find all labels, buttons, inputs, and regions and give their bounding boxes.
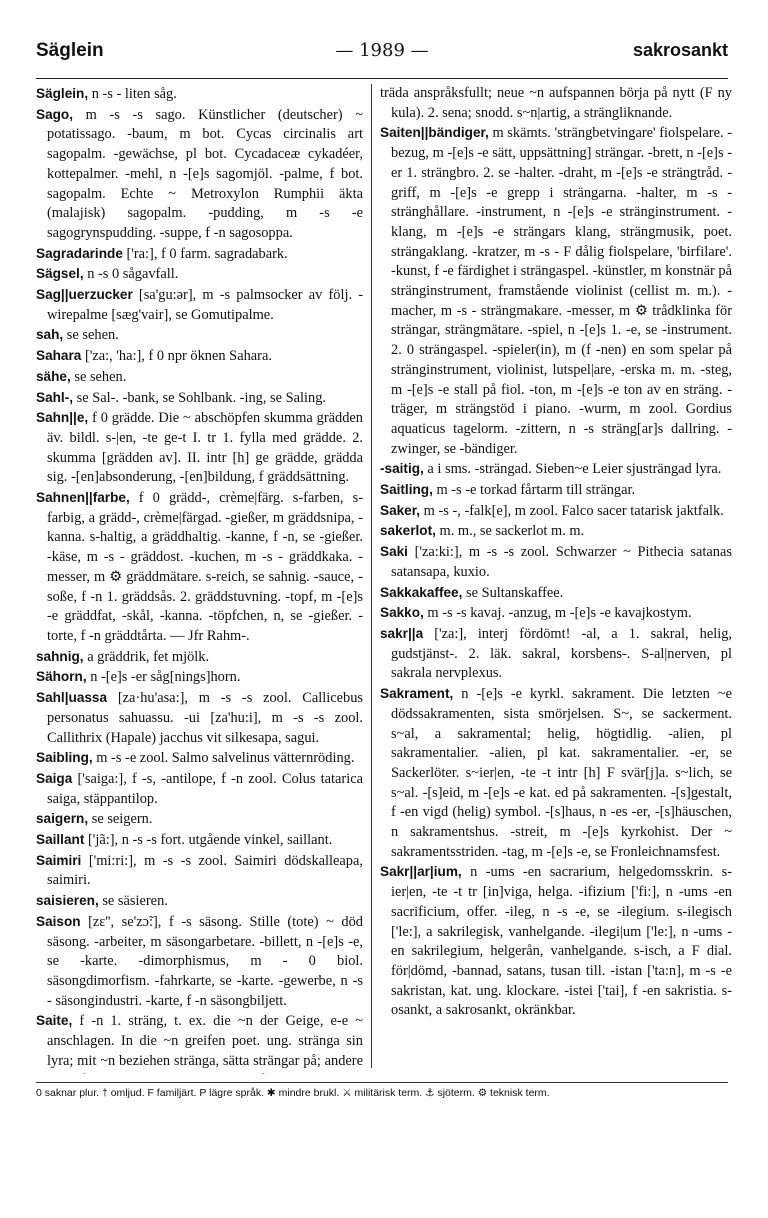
- entry-definition: n -s - liten såg.: [88, 86, 177, 102]
- dictionary-entry: [380, 501, 732, 522]
- entry-definition: [sa'gu:ər], m -s palmsocker av följ. -wirepalme [sæg'vair], se Gomutipalme.: [47, 287, 363, 323]
- entry-headword: Saiten||bändiger,: [380, 125, 489, 141]
- dictionary-entry: [36, 84, 363, 105]
- entry-definition: ['ra:], f 0 farm. sagradabark.: [122, 245, 288, 262]
- dictionary-entry: [36, 488, 363, 647]
- dictionary-entry: [380, 84, 732, 123]
- entry-definition: träda anspråksfullt; neue ~n aufspannen börja på nytt (F ny kula). 2. sena; snodd. s~n|artig, a strängliknande.: [380, 85, 732, 121]
- right-column: [380, 84, 732, 1074]
- dictionary-entry: [380, 123, 732, 459]
- entry-headword: Sago,: [36, 106, 74, 122]
- header-rule: [36, 78, 728, 79]
- entry-definition: ['jã:], n -s -s fort. utgående vinkel, saillant.: [84, 832, 333, 849]
- entry-headword: Saimiri: [36, 852, 82, 868]
- header-left-guideword: Säglein: [36, 40, 104, 61]
- dictionary-entry: [36, 264, 363, 285]
- entry-headword: Sag||uerzucker: [36, 287, 133, 303]
- entry-headword: Sahara: [36, 348, 82, 364]
- entry-definition: f 0 grädd-, crème|färg. s-farben, s-farbig, a grädd-, crème|färgad. -gießer, m gräddsnipa, -kanna. s-haltig, a gräddhaltig. -kanne, f -n, se -gießer. -käse, m -s - gräddost. -kuchen, m -s - gräddkaka. -messer, m ⚙ gräddmätare. s-reich, se sahnig. -sauce, -soße, f -n 1. gräddsås. 2. gräddstuvning. -topf, m -[e]s -e gräddfat, -skål, -kanna. -töpfchen, n, se -gießer. -torte, f -n gräddtårta. — Jfr Rahm-.: [47, 490, 363, 644]
- left-column: [36, 84, 363, 1074]
- dictionary-entry: [36, 388, 363, 409]
- dictionary-entry: [380, 459, 732, 480]
- entry-headword: sakerlot,: [380, 523, 436, 539]
- dictionary-entry: [36, 346, 363, 367]
- entry-definition: m -s -e zool. Salmo salvelinus vätternröding.: [92, 750, 355, 767]
- entry-definition: a gräddrik, fet mjölk.: [83, 648, 210, 665]
- entry-definition: f 0 grädde. Die ~ abschöpfen skumma grädden äv. bildl. s-|en, -te ge-t I. tr 1. fylla med grädde. 2. skumma [grädden av]. II. intr [h] ge grädde, grädda sig. -[en]absonderung, -[en]bildung, f gräddsättning.: [47, 410, 363, 486]
- entry-headword: Sakrament,: [380, 686, 454, 702]
- entry-definition: se sehen.: [63, 327, 119, 344]
- dictionary-entry: [380, 624, 732, 684]
- dictionary-entry: [380, 862, 732, 1021]
- header-right-guideword: sakrosankt: [632, 40, 728, 60]
- entry-definition: n -ums -en sacrarium, helgedomsskrin. s-ier|en, -te -t tr [in]viga, helga. -ifizium ['fi:], n -ums -en sacrificium, offer. -ileg, n -s -e, se -ilegium. s-ilegisch ['le:], a sakrilegisk, vanhelgande. -ilegi|um ['le:], n -ums -en sakrilegium, helgerån, vanhelgande. s-isch, a F dial. för|dömd, -bannad, satans, tusan till. -istan ['ta:n], m -s -e sakristan, kat. ung. klockare. -istei ['tai], f -en sakristia. s-osankt, a sakrosankt, okränkbar.: [391, 864, 732, 1019]
- entry-definition: se seigern.: [88, 811, 153, 828]
- entry-definition: m -s -, -falk[e], m zool. Falco sacer tatarisk jaktfalk.: [420, 502, 724, 519]
- entry-definition: a i sms. -strängad. Sieben~e Leier sjusträngad lyra.: [423, 461, 722, 478]
- entry-definition: m skämts. 'strängbetvingare' fiolspelare. -bezug, m -[e]s -e sätt, uppsättning] strängar. -brett, n -[e]s -er 1. strängbro. 2. se -halter. -draht, m -[e]s -e strängtråd. -griff, m -[e]s -e grepp i strängarna. -halter, m -s - stränghållare. -instrument, n -[e]s -e stränginstrument. -klang, m -[e]s -e strängars klang, strängmusik, poet. strängaklang. -kratzer, m -s - F dålig fiolspelare, 'birfilare'. -kunst, f -e färdighet i strängaspel. -künstler, m konstnär på stränginstrument, framstående violinist (cellist m. m.). -macher, m -s - strängmakare. -messer, m ⚙ trådklinka för strängar, strängmätare. -spiel, n -[e]s 1. -e, se -instrument. 2. 0 strängaspel. -spieler(in), m (f -nen) en som spelar på stränginstrument, violinist, lutspel|are, -erska m. m. -steg, m -[e]s -e stall på fiol. -ton, m -[e]s -e ton av en sträng. -träger, m strängstöd i piano. -wurm, m zool. Gordius aquaticus tagelorm. -zittern, n -s sträng[ar]s dallring. -zwinger, se -bändiger.: [391, 125, 732, 457]
- dictionary-entry: [380, 521, 732, 542]
- entry-definition: f -n 1. sträng, t. ex. die ~n der Geige, e-e ~ anschlagen. In die ~n greifen poet. ung. stränga sin lyra; mit ~n beziehen stränga, sätta strängar på; andere: [47, 1013, 363, 1069]
- dictionary-entry: [380, 542, 732, 582]
- entry-headword: Sähorn,: [36, 669, 87, 685]
- entry-headword: sahnig,: [36, 648, 84, 664]
- entry-headword: Saibling,: [36, 750, 93, 766]
- entry-headword: Sakko,: [380, 605, 424, 621]
- dictionary-entry: [36, 408, 363, 488]
- dictionary-entry: [36, 1011, 363, 1074]
- dictionary-entry: [36, 285, 363, 325]
- entry-headword: Sahn||e,: [36, 410, 89, 426]
- entry-headword: Saillant: [36, 832, 85, 848]
- entry-definition: n -s 0 sågavfall.: [83, 266, 179, 283]
- entry-headword: Sakkakaffee,: [380, 584, 463, 600]
- entry-definition: n -[e]s -er såg[nings]horn.: [86, 669, 241, 686]
- dictionary-entry: [36, 891, 363, 912]
- entry-definition: [zɛ'', se'zɔ̃:], f -s säsong. Stille (tote) ~ död säsong. -arbeiter, m säsongarbetare. -billett, n -[e]s -e, se -karte. -dimorphismus, m - 0 biol. säsongdimorfism. -fahrkarte, se -karte. -gewerbe, n -s - säsongindustri. -karte, f -n säsongbiljett.: [47, 913, 363, 1009]
- entry-headword: Saiga: [36, 770, 73, 786]
- entry-definition: se Sal-. -bank, se Sohlbank. -ing, se Saling.: [73, 389, 327, 406]
- column-divider: [371, 84, 372, 1068]
- entry-definition: se Sultanskaffee.: [462, 584, 564, 601]
- dictionary-entry: [36, 809, 363, 830]
- entry-definition: se säsieren.: [98, 893, 168, 910]
- entry-headword: Saki: [380, 544, 408, 560]
- dictionary-entry: [36, 244, 363, 265]
- entry-definition: n -[e]s -e kyrkl. sakrament. Die letzten ~e dödssakramenten, sista smörjelsen. S~, se sackerment. s~al, a sakramental; helig, högtidlig. -alien, pl sakramentalier. -alien, pl kat. sakramentalier. -er, se Sackerlöter. s~ier|en, -te -t intr [h] F svär[j]a. s~lich, se s~al. -[s]eid, m -[e]s -e kat. ed på sakramenten. -[s]gestalt, f -en vigd (helig) symbol. -[s]haus, n -es -er, -[s]häuschen, n sakramentshus. -streit, m -[e]s kyrkohist. Der ~ sakramentsstriden. -tag, m -[e]s -e, se Fronleichnamsfest.: [391, 686, 732, 860]
- entry-definition: se sehen.: [70, 368, 127, 385]
- entry-headword: sähe,: [36, 368, 71, 384]
- entry-definition: [za·hu'asa:], m -s -s zool. Callicebus personatus sahuassu. -ui [za'hu:i], m -s -s zool. Callithrix (Hapale) jacchus vit silkesapa, sagui.: [47, 690, 363, 746]
- entry-definition: m -s -s kavaj. -anzug, m -[e]s -e kavajkostym.: [423, 605, 692, 622]
- dictionary-entry: [380, 603, 732, 624]
- entry-headword: Saison: [36, 913, 81, 929]
- entry-definition: ['za:ki:], m -s -s zool. Schwarzer ~ Pithecia satanas satansapa, kuxio.: [391, 544, 732, 580]
- dictionary-entry: [36, 367, 363, 388]
- entry-headword: Sahnen||farbe,: [36, 490, 130, 506]
- entry-headword: Saitling,: [380, 482, 433, 498]
- entry-headword: Sahl|uassa: [36, 690, 108, 706]
- footer-rule: [36, 1082, 728, 1083]
- entry-headword: saigern,: [36, 811, 89, 827]
- dictionary-entry: [36, 688, 363, 748]
- page-number: — 1989 —: [335, 40, 429, 61]
- entry-headword: sah,: [36, 327, 64, 343]
- dictionary-entry: [36, 851, 363, 891]
- dictionary-entry: [380, 480, 732, 501]
- dictionary-entry: [36, 647, 363, 668]
- entry-definition: m. m., se sackerlot m. m.: [435, 523, 585, 540]
- dictionary-entry: [36, 105, 363, 244]
- entry-headword: Sagradarinde: [36, 245, 123, 261]
- dictionary-entry: [36, 830, 363, 851]
- dictionary-entry: [36, 912, 363, 1012]
- entry-headword: sakr||a: [380, 625, 424, 641]
- entry-headword: Saite,: [36, 1013, 73, 1029]
- dictionary-entry: [36, 748, 363, 769]
- dictionary-entry: [36, 325, 363, 346]
- entry-definition: ['za:, 'ha:], f 0 npr öknen Sahara.: [81, 348, 272, 365]
- dictionary-entry: [36, 667, 363, 688]
- entry-definition: ['za:], interj fördömt! -al, a 1. sakral, helig, gudstjänst-. 2. läk. sakral, korsbens-. S-al|nerven, pl sakrala nervplexus.: [391, 625, 732, 682]
- entry-headword: Säglein,: [36, 86, 89, 101]
- entry-headword: Saker,: [380, 502, 421, 518]
- entry-definition: m -s -e torkad fårtarm till strängar.: [432, 482, 636, 499]
- entry-headword: -saitig,: [380, 461, 424, 477]
- entry-definition: ['mi:ri:], m -s -s zool. Saimiri dödskalleapa, saimiri.: [47, 852, 363, 889]
- entry-headword: Sägsel,: [36, 266, 84, 282]
- abbreviation-legend: 0 saknar plur. † omljud. F familjärt. P lägre språk. ✱ mindre brukl. ⚔ militärisk term. ⚓ sjöterm. ⚙ teknisk term.: [36, 1087, 550, 1099]
- entry-headword: saisieren,: [36, 893, 99, 909]
- dictionary-entry: [380, 583, 732, 604]
- dictionary-entry: [36, 769, 363, 809]
- entry-definition: ['saiga:], f -s, -antilope, f -n zool. Colus tatarica saiga, stäppantilop.: [47, 770, 363, 807]
- dictionary-entry: [380, 684, 732, 862]
- entry-definition: m -s -s sago. Künstlicher (deutscher) ~ potatissago. -baum, m bot. Cycas circinalis art sagopalm. -gewächse, pl bot. Cycadaceæ cykadéer, kottepalmer. -mehl, n -[e]s sagomjöl. -palme, f bot. sagopalm. Echte ~ Metroxylon Rumphii äkta (malajisk) sagopalm. -pudding, m -s -e sagogrynspudding. -suppe, f -n sagosoppa.: [47, 106, 363, 241]
- entry-headword: Sakr||ar|ium,: [380, 864, 462, 880]
- page-header: [36, 40, 728, 74]
- entry-headword: Sahl-,: [36, 389, 74, 405]
